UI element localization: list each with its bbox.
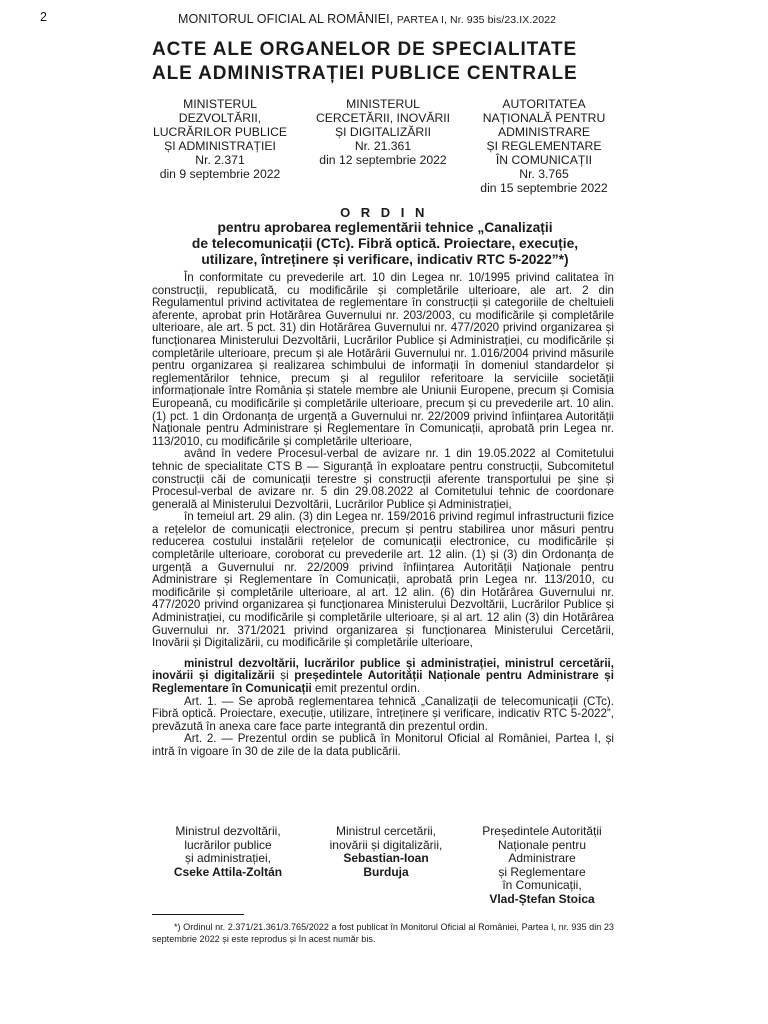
issuer-ministry-research xyxy=(308,97,458,167)
article-1: Art. 1. — Se aprobă reglementarea tehnică „Canalizații de telecomunicații (CTc). Fibră optică. Proiectare, execuție, utilizare, întreținere și verificare, indicativ RTC 5-2022”, prevăzută în anexa care face parte integrantă din prezentul ordin. xyxy=(152,694,614,733)
signatory-name: Cseke Attila-Zoltán xyxy=(173,864,283,879)
signatory-title: Naționale pentru xyxy=(497,837,587,852)
document-type: O R D I N xyxy=(340,205,428,220)
footnote-text: *) Ordinul nr. 2.371/21.361/3.765/2022 a fost publicat în Monitorul Oficial al României, Partea I, nr. 935 din 23 septembrie 2022 și este reprodus și în acest număr bis. xyxy=(152,922,614,944)
issuer-date: din 12 septembrie 2022 xyxy=(319,153,447,167)
issuer-date: din 9 septembrie 2022 xyxy=(159,167,281,181)
signatory-title: în Comunicații, xyxy=(502,878,582,893)
signature-minister-research xyxy=(314,825,458,879)
issuer-name-line: ȘI DIGITALIZĂRII xyxy=(335,125,431,139)
issuer-number: Nr. 3.765 xyxy=(519,167,569,181)
issuer-name-line: AUTORITATEA xyxy=(502,97,586,111)
paragraph-legal-basis: În conformitate cu prevederile art. 10 din Legea nr. 10/1995 privind calitatea în construcții, republicată, cu modificările și completările ulterioare, ale art. 2 din Regulamentul privind activitatea de reglementare în construcții și categoriile de cheltuieli aferente, aprobat prin Hotărârea Guvernului nr. 203/2003, cu modificările și completările ulterioare, ale art. 5 pct. 31) din Hotărârea Guvernului nr. 477/2020 privind organizarea și funcționarea Ministerului Dezvoltării, Lucrărilor Publice și Administrației, cu modificările și completările ulterioare, precum și ale Hotărârii Guvernului nr. 1.016/2004 privind măsurile pentru organizarea și realizarea schimbului de informații în domeniul standardelor și reglementărilor tehnice, precum și al regulilor referitoare la serviciile societății informaționale între România și statele membre ale Uniunii Europene, precum și Comisia Europeană, cu modificările și completările ulterioare, precum și cu prevederile art. 10 alin. (1) pct. 1 din Ordonanța de urgență a Guvernului nr. 22/2009 privind înființarea Autorității Naționale pentru Administrare și Reglementare în Comunicații, aprobată prin Legea nr. 113/2010, cu modificările și completările ulterioare, xyxy=(152,271,614,448)
paragraph-decision xyxy=(152,658,614,696)
signature-minister-development xyxy=(150,825,306,879)
issuer-name-line: ȘI ADMINISTRAȚIEI xyxy=(164,139,276,153)
signatory-title: și administrației, xyxy=(184,851,272,866)
document-subject xyxy=(150,220,620,268)
publication-part: PARTEA I, Nr. 935 bis/23.IX.2022 xyxy=(396,14,557,26)
issuer-date: din 15 septembrie 2022 xyxy=(480,181,608,195)
section-title xyxy=(152,38,622,86)
paragraph-legal-grounds: în temeiul art. 29 alin. (3) din Legea nr. 159/2016 privind regimul infrastructurii fizice a rețelelor de comunicații electronice, precum și pentru stabilirea unor măsuri pentru reducerea costului instalării rețelelor de comunicații electronice, cu modificările și completările ulterioare, coroborat cu prevederile art. 12 alin. (1) și (3) din Ordonanța de urgență a Guvernului nr. 22/2009 privind înființarea Autorității Naționale pentru Administrare și Reglementare în Comunicații, aprobată prin Legea nr. 113/2010, cu modificările și completările ulterioare, al art. 12 alin. (6) din Hotărârea Guvernului nr. 477/2020 privind organizarea și funcționarea Ministerului Dezvoltării, Lucrărilor Publice și Administrației, cu modificările și completările ulterioare, și al art. 12 alin (3) din Hotărârea Guvernului nr. 371/2021 privind organizarea și funcționarea Ministerului Cercetării, Inovării și Digitalizării, cu modificările și completările ulterioare, xyxy=(152,510,614,650)
page-number: 2 xyxy=(40,10,47,24)
subject-line: pentru aprobarea reglementării tehnice „Canalizații xyxy=(217,220,553,235)
decision-ending: emit prezentul ordin. xyxy=(311,682,421,695)
signatory-name: Sebastian-Ioan xyxy=(343,851,429,866)
issuer-name-line: MINISTERUL xyxy=(346,97,420,111)
footnote-divider xyxy=(152,914,244,915)
issuer-name-line: CERCETĂRII, INOVĂRII xyxy=(315,111,451,125)
signatory-title: lucrărilor publice xyxy=(184,837,272,852)
signatory-name: Vlad-Ștefan Stoica xyxy=(489,891,595,906)
running-header xyxy=(178,12,556,26)
issuer-name-line: ȘI REGLEMENTARE xyxy=(486,139,602,153)
signatory-title: Ministrul dezvoltării, xyxy=(175,824,281,838)
signature-ancom-president xyxy=(464,825,620,907)
section-title-line: ALE ADMINISTRAȚIEI PUBLICE CENTRALE xyxy=(152,63,578,84)
signatory-title: Ministrul cercetării, xyxy=(335,824,437,838)
article-2: Art. 2. — Prezentul ordin se publică în Monitorul Oficial al României, Partea I, și intră în vigoare în 30 de zile de la data publicării. xyxy=(152,732,614,758)
paragraph-approvals: având în vedere Procesul-verbal de avizare nr. 1 din 19.05.2022 al Comitetului tehnic de specialitate CTS B — Siguranță în exploatare pentru construcții, Subcomitetul construcții căi de comunicații terestre și construcții aferente transportului pe șine și Procesul-verbal de avizare nr. 5 din 29.08.2022 al Comitetului tehnic de coordonare generală al Ministerului Dezvoltării, Lucrărilor Publice și Administrației, xyxy=(152,447,614,511)
signatory-title: și Reglementare xyxy=(498,864,586,879)
decision-conjunction: și xyxy=(274,669,295,683)
section-title-line: ACTE ALE ORGANELOR DE SPECIALITATE xyxy=(152,39,578,60)
footnote xyxy=(152,921,614,945)
subject-line: de telecomunicații (CTc). Fibră optică. Proiectare, execuție, xyxy=(191,236,579,251)
issuer-name-line: NAȚIONALĂ PENTRU xyxy=(482,111,606,125)
signatory-title: Administrare xyxy=(508,851,576,866)
body-text xyxy=(152,272,614,759)
signatory-title: Președintele Autorității xyxy=(482,824,602,838)
decision-issuer-president: președintele Autorității Naționale pentru Administrare și Reglementare în Comunicații xyxy=(152,669,614,695)
issuer-name-line: LUCRĂRILOR PUBLICE xyxy=(152,125,288,139)
issuer-number: Nr. 2.371 xyxy=(195,153,245,167)
signatory-title: inovării și digitalizării, xyxy=(329,837,443,852)
decision-issuers-ministers: ministrul dezvoltării, lucrărilor publice și administrației, ministrul cercetării, inovării și digitalizării xyxy=(152,656,614,683)
issuer-name-line: ADMINISTRARE xyxy=(497,125,591,139)
signatory-name: Burduja xyxy=(363,864,409,879)
issuer-name-line: ÎN COMUNICAȚII xyxy=(495,153,593,167)
issuer-number: Nr. 21.361 xyxy=(354,139,412,153)
issuer-ministry-development xyxy=(140,97,300,181)
subject-line: utilizare, întreținere și verificare, indicativ RTC 5-2022”*) xyxy=(201,252,569,267)
issuer-name-line: MINISTERUL xyxy=(183,97,257,111)
publication-name: MONITORUL OFICIAL AL ROMÂNIEI, xyxy=(178,12,394,26)
issuer-name-line: DEZVOLTĂRII, xyxy=(178,111,262,125)
issuer-ancom xyxy=(466,97,622,195)
